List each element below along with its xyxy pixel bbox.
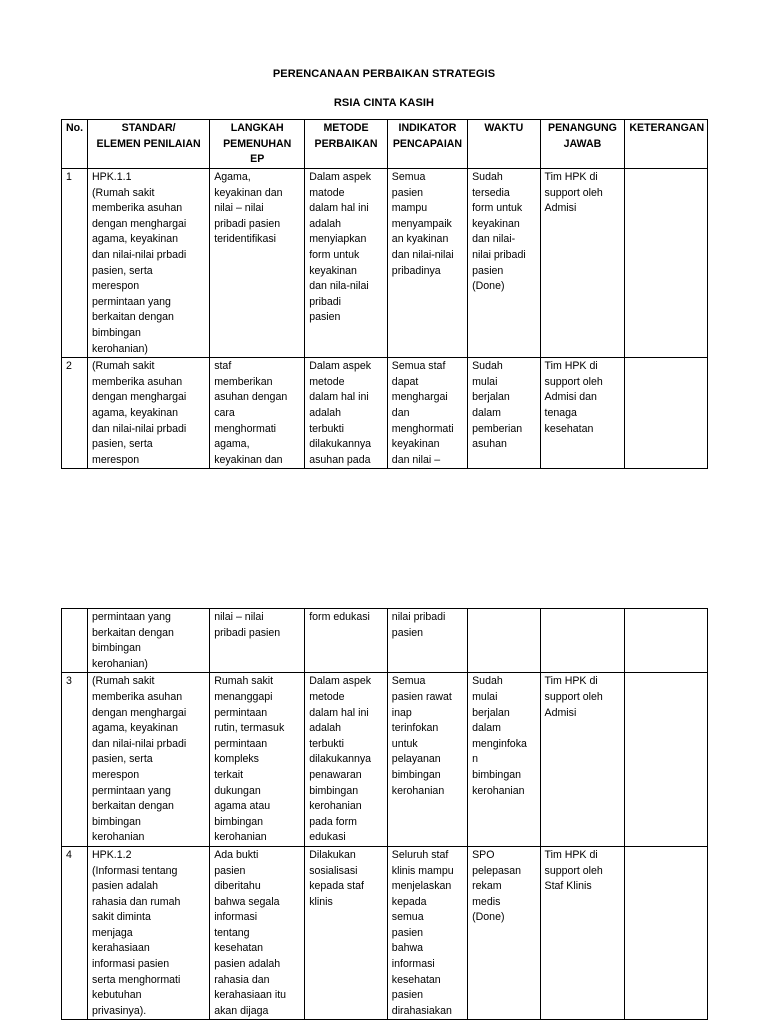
cell-keterangan (625, 846, 708, 1020)
header-keterangan: KETERANGAN (625, 120, 708, 169)
cell-keterangan (625, 169, 708, 358)
header-langkah: LANGKAH PEMENUHAN EP (210, 120, 305, 169)
cell-standar: (Rumah sakit memberika asuhan dengan menghargai agama, keyakinan dan nilai-nilai prbadi pasien, serta merespon permintaan yang berkaitan dengan bimbingan kerohanian (88, 673, 210, 847)
cell-keterangan (625, 609, 708, 673)
cell-langkah: nilai – nilai pribadi pasien (210, 609, 305, 673)
strategy-table-page-2 (61, 608, 708, 1020)
table-row (62, 358, 708, 469)
cell-metode: Dalam aspek metode dalam hal ini adalah terbukti dilakukannya asuhan pada (305, 358, 388, 469)
cell-no: 2 (62, 358, 88, 469)
table-row (62, 609, 708, 673)
cell-indikator: Semua staf dapat menghargai dan menghormati keyakinan dan nilai – (387, 358, 467, 469)
header-no: No. (62, 120, 88, 169)
cell-no (62, 609, 88, 673)
cell-standar: (Rumah sakit memberika asuhan dengan menghargai agama, keyakinan dan nilai-nilai prbadi pasien, serta merespon (88, 358, 210, 469)
cell-indikator: Seluruh staf klinis mampu menjelaskan kepada semua pasien bahwa informasi kesehatan pasien dirahasiakan (387, 846, 467, 1020)
cell-langkah: Agama, keyakinan dan nilai – nilai pribadi pasien teridentifikasi (210, 169, 305, 358)
cell-metode: Dalam aspek matode dalam hal ini adalah menyiapkan form untuk keyakinan dan nila-nilai pribadi pasien (305, 169, 388, 358)
table-row (62, 846, 708, 1020)
cell-no: 4 (62, 846, 88, 1020)
cell-keterangan (625, 673, 708, 847)
cell-no: 1 (62, 169, 88, 358)
cell-waktu: Sudah mulai berjalan dalam pemberian asuhan (468, 358, 540, 469)
document-title: PERENCANAAN PERBAIKAN STRATEGIS (272, 68, 496, 80)
cell-no: 3 (62, 673, 88, 847)
header-penanggung-jawab: PENANGUNG JAWAB (540, 120, 625, 169)
table-row (62, 673, 708, 847)
table-header-row (62, 120, 708, 169)
cell-waktu: SPO pelepasan rekam medis (Done) (468, 846, 540, 1020)
cell-penanggung-jawab: Tim HPK di support oleh Admisi (540, 169, 625, 358)
cell-penanggung-jawab: Tim HPK di support oleh Admisi (540, 673, 625, 847)
header-indikator: INDIKATOR PENCAPAIAN (387, 120, 467, 169)
cell-waktu: Sudah tersedia form untuk keyakinan dan nilai- nilai pribadi pasien (Done) (468, 169, 540, 358)
table-row (62, 169, 708, 358)
cell-langkah: staf memberikan asuhan dengan cara menghormati agama, keyakinan dan (210, 358, 305, 469)
cell-indikator: Semua pasien rawat inap terinfokan untuk pelayanan bimbingan kerohanian (387, 673, 467, 847)
cell-keterangan (625, 358, 708, 469)
header-standar: STANDAR/ ELEMEN PENILAIAN (88, 120, 210, 169)
header-metode: METODE PERBAIKAN (305, 120, 388, 169)
cell-metode: form edukasi (305, 609, 388, 673)
strategy-table-page-1 (61, 119, 708, 469)
cell-penanggung-jawab (540, 609, 625, 673)
cell-metode: Dalam aspek metode dalam hal ini adalah terbukti dilakukannya penawaran bimbingan kerohanian pada form edukasi (305, 673, 388, 847)
cell-standar: HPK.1.1 (Rumah sakit memberika asuhan dengan menghargai agama, keyakinan dan nilai-nilai prbadi pasien, serta merespon permintaan yang berkaitan dengan bimbingan kerohanian) (88, 169, 210, 358)
cell-standar: permintaan yang berkaitan dengan bimbingan kerohanian) (88, 609, 210, 673)
cell-indikator: Semua pasien mampu menyampaik an kyakinan dan nilai-nilai pribadinya (387, 169, 467, 358)
cell-standar: HPK.1.2 (Informasi tentang pasien adalah rahasia dan rumah sakit diminta menjaga kerahasiaan informasi pasien serta menghormati kebutuhan privasinya). (88, 846, 210, 1020)
cell-langkah: Ada bukti pasien diberitahu bahwa segala informasi tentang kesehatan pasien adalah rahasia dan kerahasiaan itu akan dijaga (210, 846, 305, 1020)
cell-waktu (468, 609, 540, 673)
cell-langkah: Rumah sakit menanggapi permintaan rutin, termasuk permintaan kompleks terkait dukungan agama atau bimbingan kerohanian (210, 673, 305, 847)
document-subtitle: RSIA CINTA KASIH (333, 97, 435, 109)
cell-penanggung-jawab: Tim HPK di support oleh Staf Klinis (540, 846, 625, 1020)
cell-metode: Dilakukan sosialisasi kepada staf klinis (305, 846, 388, 1020)
cell-waktu: Sudah mulai berjalan dalam menginfoka n bimbingan kerohanian (468, 673, 540, 847)
cell-indikator: nilai pribadi pasien (387, 609, 467, 673)
header-waktu: WAKTU (468, 120, 540, 169)
cell-penanggung-jawab: Tim HPK di support oleh Admisi dan tenaga kesehatan (540, 358, 625, 469)
